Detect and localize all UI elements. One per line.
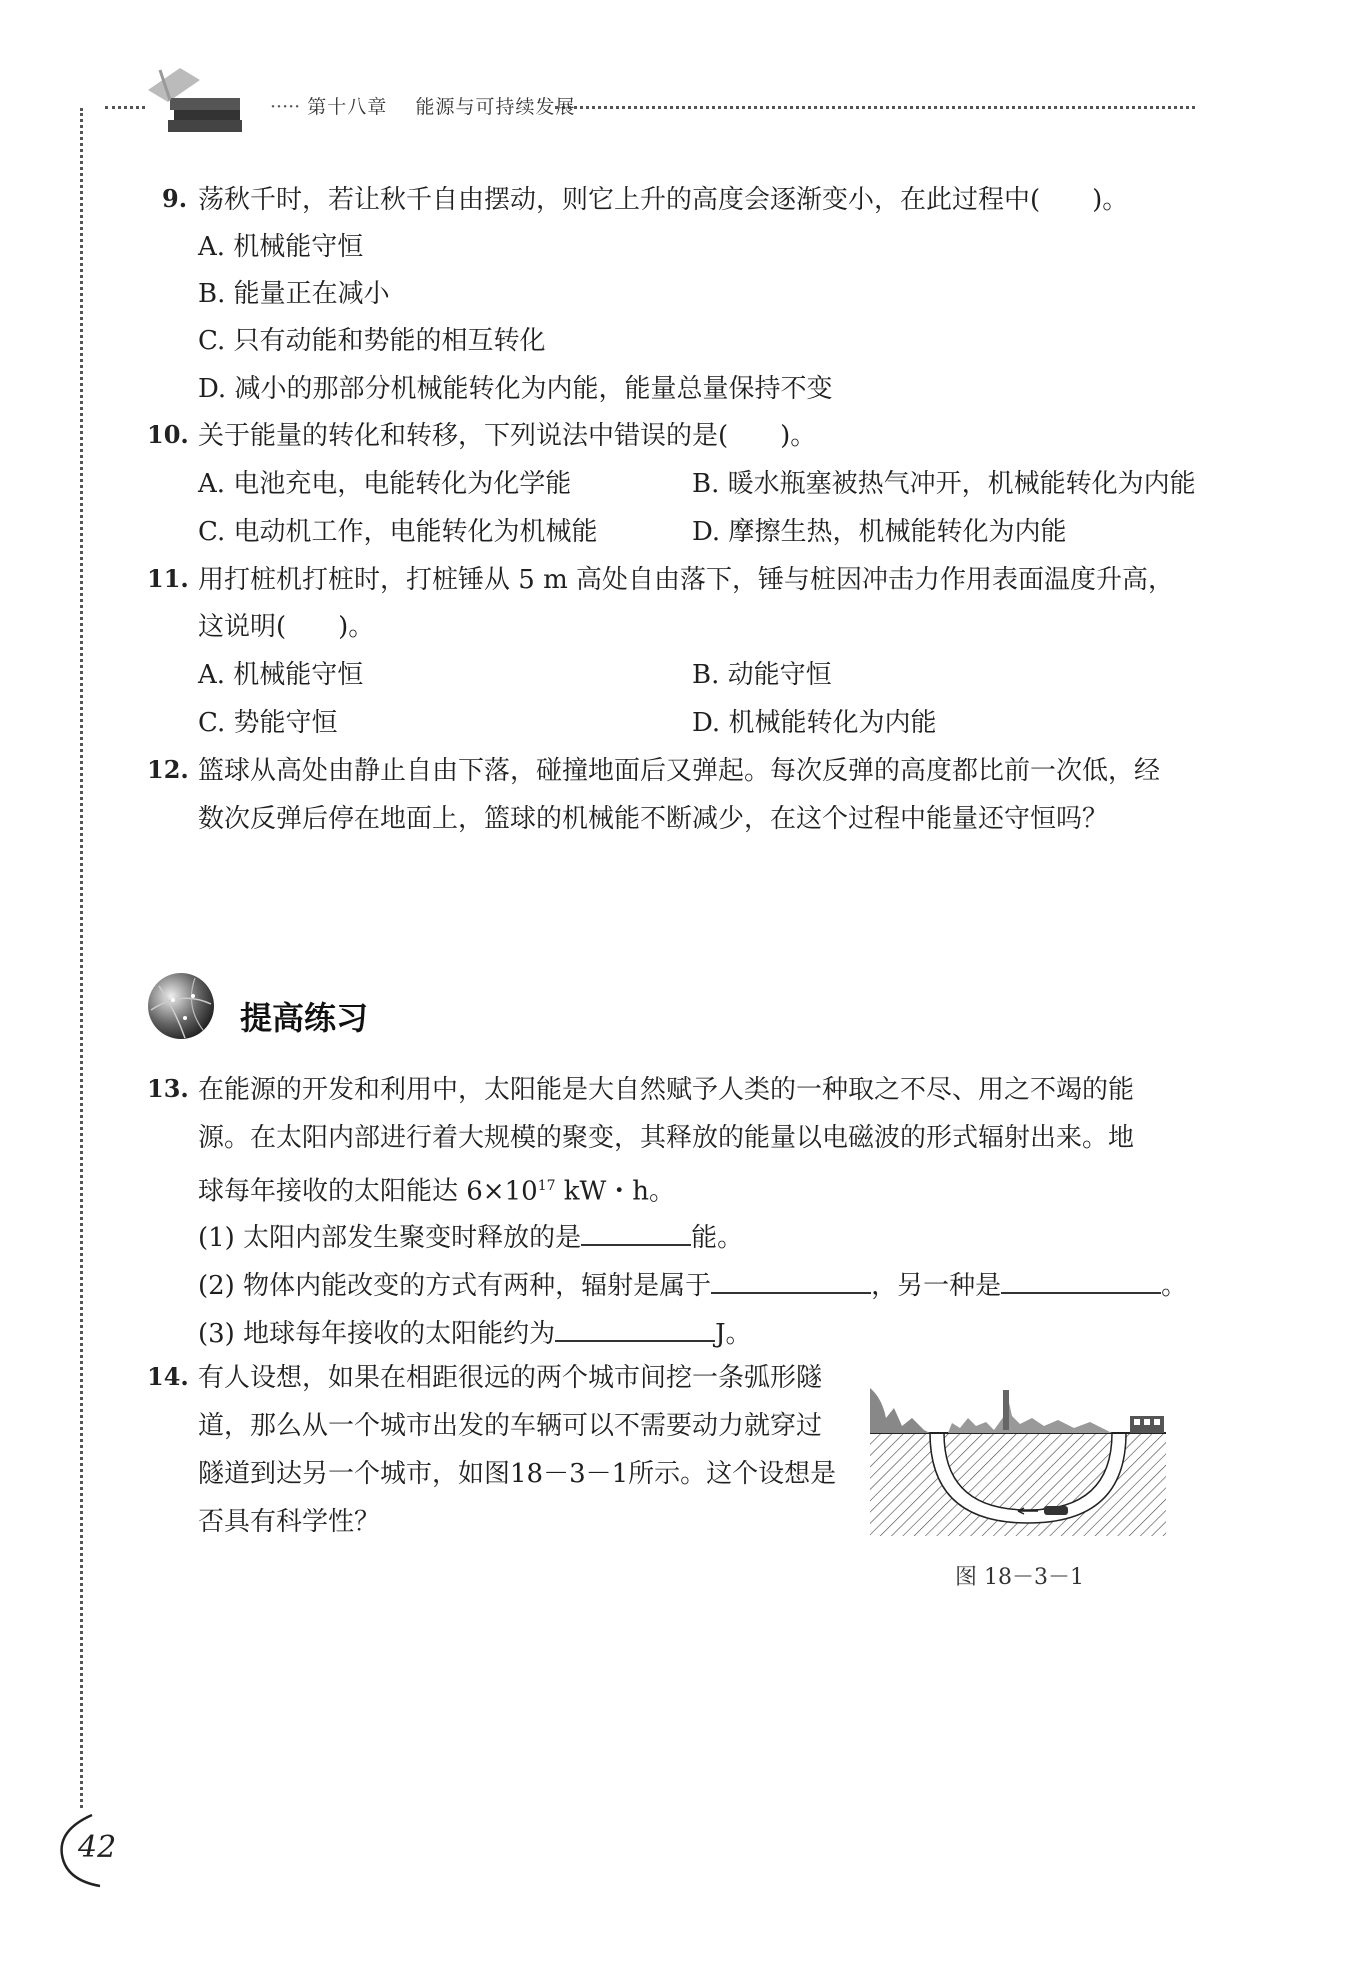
globe-icon — [145, 970, 217, 1042]
chapter-label: 第十八章 — [307, 96, 388, 118]
q11-stem-line2: 这说明( )。 — [198, 612, 375, 642]
header-dotted-rule-left — [105, 106, 145, 109]
q12-line1: 篮球从高处由静止自由下落，碰撞地面后又弹起。每次反弹的高度都比前一次低，经 — [198, 756, 1161, 786]
q11-option-c: C. 势能守恒 — [198, 708, 338, 738]
q13-part2-blank1[interactable] — [711, 1262, 871, 1294]
q13-part3-blank[interactable] — [555, 1310, 715, 1342]
q10-option-b: B. 暖水瓶塞被热气冲开，机械能转化为内能 — [692, 469, 1196, 499]
q9-option-c: C. 只有动能和势能的相互转化 — [198, 326, 546, 356]
q13-part3-suffix: J。 — [715, 1319, 752, 1349]
q13-line2: 源。在太阳内部进行着大规模的聚变，其释放的能量以电磁波的形式辐射出来。地 — [198, 1123, 1135, 1153]
q13-line3 — [198, 1166, 675, 1212]
q11-option-a: A. 机械能守恒 — [198, 660, 364, 690]
q13-part2-mid: ，另一种是 — [871, 1271, 1002, 1301]
q13-part2-blank2[interactable] — [1001, 1262, 1161, 1294]
q10-option-a: A. 电池充电，电能转化为化学能 — [198, 469, 572, 499]
q9-option-d: D. 减小的那部分机械能转化为内能，能量总量保持不变 — [198, 374, 833, 404]
q13-part2-suffix: 。 — [1161, 1271, 1188, 1301]
q11-stem-line1: 用打桩机打桩时，打桩锤从 5 m 高处自由落下，锤与桩因冲击力作用表面温度升高， — [198, 565, 1174, 595]
q10-stem: 关于能量的转化和转移，下列说法中错误的是( )。 — [198, 421, 817, 451]
q12-line2: 数次反弹后停在地面上，篮球的机械能不断减少，在这个过程中能量还守恒吗？ — [198, 804, 1109, 834]
figure-caption: 图 18－3－1 — [955, 1565, 1084, 1590]
q13-line1: 在能源的开发和利用中，太阳能是大自然赋予人类的一种取之不尽、用之不竭的能 — [198, 1075, 1135, 1105]
q9-option-b: B. 能量正在减小 — [198, 279, 390, 309]
chapter-title: 能源与可持续发展 — [415, 96, 576, 118]
q14-number: 14. — [147, 1362, 189, 1391]
q13-part1-blank[interactable] — [581, 1214, 691, 1246]
q10-number: 10. — [147, 420, 189, 449]
q13-part2 — [198, 1262, 1187, 1306]
q11-option-d: D. 机械能转化为内能 — [692, 708, 937, 738]
q13-part3 — [198, 1310, 752, 1354]
q13-exponent: 17 — [537, 1178, 556, 1194]
q14-line3: 隧道到达另一个城市，如图18－3－1所示。这个设想是 — [198, 1459, 837, 1489]
q9-number: 9. — [162, 184, 188, 213]
q14-line4: 否具有科学性？ — [198, 1507, 381, 1537]
tunnel-figure — [868, 1378, 1168, 1538]
q13-line3-text: 球每年接收的太阳能达 6×10 — [198, 1176, 538, 1207]
q13-part1-suffix: 能。 — [691, 1223, 744, 1253]
chapter-logo — [140, 60, 250, 140]
q11-number: 11. — [147, 564, 189, 593]
running-header: ····· 第十八章 能源与可持续发展 — [270, 96, 576, 118]
q9-stem: 荡秋千时，若让秋千自由摆动，则它上升的高度会逐渐变小，在此过程中( )。 — [198, 185, 1129, 215]
q13-line3-unit: kW・h。 — [555, 1176, 676, 1207]
margin-dotted-rule — [80, 108, 83, 1808]
q10-option-c: C. 电动机工作，电能转化为机械能 — [198, 517, 598, 547]
q13-number: 13. — [147, 1074, 189, 1103]
q14-line1: 有人设想，如果在相距很远的两个城市间挖一条弧形隧 — [198, 1363, 823, 1393]
q10-option-d: D. 摩擦生热，机械能转化为内能 — [692, 517, 1067, 547]
q11-option-b: B. 动能守恒 — [692, 660, 832, 690]
q13-part1-text: (1) 太阳内部发生聚变时释放的是 — [198, 1223, 582, 1253]
q13-part1 — [198, 1214, 743, 1258]
q13-part2-text: (2) 物体内能改变的方式有两种，辐射是属于 — [198, 1271, 712, 1301]
q13-part3-text: (3) 地球每年接收的太阳能约为 — [198, 1319, 556, 1349]
header-dotted-rule — [555, 106, 1195, 109]
page-number: 42 — [78, 1830, 117, 1865]
q12-number: 12. — [147, 755, 189, 784]
section-title: 提高练习 — [240, 999, 369, 1037]
q9-option-a: A. 机械能守恒 — [198, 232, 364, 262]
q14-line2: 道，那么从一个城市出发的车辆可以不需要动力就穿过 — [198, 1411, 823, 1441]
